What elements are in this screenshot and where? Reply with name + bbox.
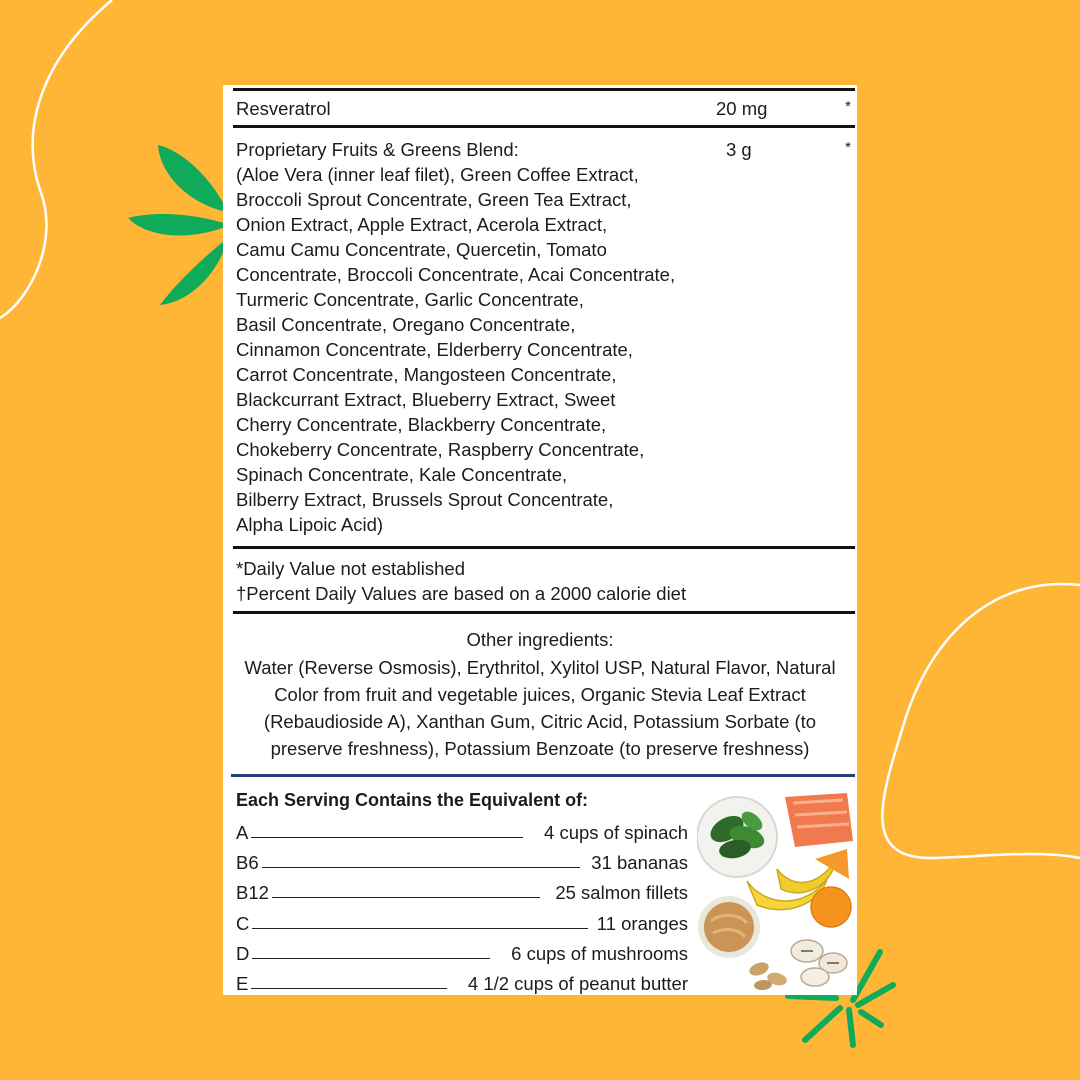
leaf-sprig-icon — [128, 145, 230, 305]
blend-divider — [233, 546, 855, 549]
leader-line — [252, 958, 490, 959]
food-illustration — [697, 789, 857, 995]
equivalent-row — [236, 939, 688, 965]
swirl-line-left — [0, 0, 112, 318]
blend-amount: 3 g — [726, 139, 752, 160]
vitamin-label: B6 — [236, 852, 259, 873]
blend-line: (Aloe Vera (inner leaf filet), Green Coffee Extract, — [236, 164, 639, 185]
blend-title: Proprietary Fruits & Greens Blend: — [236, 139, 519, 160]
blend-ingredients — [236, 137, 675, 537]
leader-line — [251, 988, 447, 989]
leader-line — [272, 897, 540, 898]
salmon-fillet-icon — [785, 793, 853, 847]
equivalent-value: 4 cups of spinach — [544, 822, 688, 843]
nutrient-amount: 20 mg — [716, 98, 768, 119]
blend-line: Basil Concentrate, Oregano Concentrate, — [236, 314, 576, 335]
peanut-butter-icon — [698, 896, 760, 958]
other-ingredients-line: (Rebaudioside A), Xanthan Gum, Citric Acid, Potassium Sorbate (to — [263, 711, 817, 732]
equivalent-value: 6 cups of mushrooms — [511, 943, 688, 964]
leader-line — [252, 928, 588, 929]
equivalent-value: 31 bananas — [591, 852, 688, 873]
equivalents-title: Each Serving Contains the Equivalent of: — [236, 790, 589, 810]
equivalent-value: 11 oranges — [596, 913, 688, 934]
spinach-bowl-icon — [697, 797, 777, 877]
blend-line: Blackcurrant Extract, Blueberry Extract, Sweet — [236, 389, 616, 410]
blend-line: Camu Camu Concentrate, Quercetin, Tomato — [236, 239, 607, 260]
blend-line: Turmeric Concentrate, Garlic Concentrate, — [236, 289, 584, 310]
blend-line: Cherry Concentrate, Blackberry Concentrate, — [236, 414, 607, 435]
blend-line: Spinach Concentrate, Kale Concentrate, — [236, 464, 568, 485]
equivalent-row — [236, 878, 688, 904]
other-ingredients-line: Color from fruit and vegetable juices, Organic Stevia Leaf Extract — [274, 684, 806, 705]
leader-line — [251, 837, 523, 838]
row-divider — [233, 125, 855, 128]
other-ingredients-heading: Other ingredients: — [466, 629, 614, 650]
blend-line: Alpha Lipoic Acid) — [236, 514, 384, 535]
footnote-divider — [233, 611, 855, 614]
nutrient-dv: * — [845, 98, 851, 115]
section-divider-blue — [231, 774, 855, 777]
blend-line: Bilberry Extract, Brussels Sprout Concentrate, — [236, 489, 614, 510]
other-ingredients-line: Water (Reverse Osmosis), Erythritol, Xylitol USP, Natural Flavor, Natural — [244, 657, 836, 678]
equivalent-value: 4 1/2 cups of peanut butter — [467, 973, 688, 994]
mushroom-icon — [791, 940, 847, 986]
vitamin-label: E — [236, 973, 249, 994]
peanut-icon — [748, 960, 789, 991]
equivalent-value: 25 salmon fillets — [555, 882, 688, 903]
equivalent-row — [236, 818, 688, 844]
percent-footnote: †Percent Daily Values are based on a 2000 calorie diet — [236, 583, 687, 604]
vitamin-label: D — [236, 943, 250, 964]
supplement-facts-label — [223, 85, 857, 995]
equivalent-row — [236, 848, 688, 874]
vitamin-label: C — [236, 913, 250, 934]
leader-line — [262, 867, 580, 868]
blend-line: Onion Extract, Apple Extract, Acerola Extract, — [236, 214, 608, 235]
blend-line: Chokeberry Concentrate, Raspberry Concentrate, — [236, 439, 645, 460]
equivalent-row — [236, 969, 688, 995]
nutrient-name: Resveratrol — [236, 98, 331, 119]
vitamin-label: A — [236, 822, 249, 843]
other-ingredients-line: preserve freshness), Potassium Benzoate (to preserve freshness) — [270, 738, 810, 759]
blend-dv: * — [845, 139, 851, 156]
dv-footnote: *Daily Value not established — [236, 558, 465, 579]
swirl-line-right — [882, 584, 1080, 858]
equivalent-row — [236, 909, 688, 935]
blend-line: Broccoli Sprout Concentrate, Green Tea Extract, — [236, 189, 632, 210]
top-divider — [233, 88, 855, 91]
blend-line: Carrot Concentrate, Mangosteen Concentrate, — [236, 364, 617, 385]
blend-line: Cinnamon Concentrate, Elderberry Concentrate, — [236, 339, 633, 360]
blend-line: Concentrate, Broccoli Concentrate, Acai Concentrate, — [236, 264, 676, 285]
vitamin-label: B12 — [236, 882, 269, 903]
